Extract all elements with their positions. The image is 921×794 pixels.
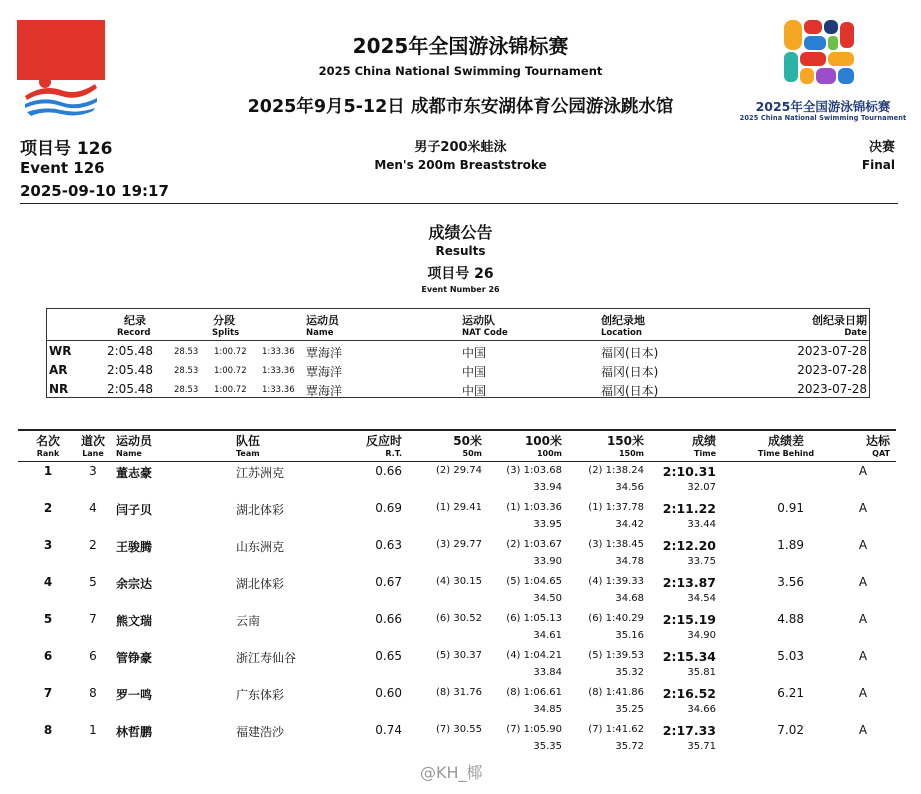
record-team: 中国 xyxy=(462,365,487,379)
lap-100: 34.50 xyxy=(533,593,562,604)
split-50: (5) 30.37 xyxy=(436,650,482,661)
reaction-time: 0.60 xyxy=(375,686,402,700)
lane: 1 xyxy=(89,723,97,737)
lap-100: 33.90 xyxy=(533,556,562,567)
split-100: (5) 1:04.65 xyxy=(506,576,562,587)
athlete-name: 董志豪 xyxy=(116,466,153,480)
team: 江苏洲克 xyxy=(236,466,285,480)
record-type: NR xyxy=(49,382,69,396)
results-table-top-rule xyxy=(18,429,896,431)
reaction-time: 0.63 xyxy=(375,538,402,552)
record-split-50: 28.53 xyxy=(174,366,199,376)
col-100m-en: 100m xyxy=(536,449,562,458)
rank: 7 xyxy=(43,686,53,700)
lap-150: 34.68 xyxy=(615,593,644,604)
logo-caption-en: 2025 China National Swimming Tournament xyxy=(739,114,907,122)
lap-200: 33.75 xyxy=(687,556,716,567)
rank: 1 xyxy=(43,464,53,478)
rank: 4 xyxy=(43,575,53,589)
record-split-150: 1:33.36 xyxy=(262,366,295,376)
col-behind-cn: 成绩差 xyxy=(767,434,804,448)
tournament-title-cn: 2025年全国游泳锦标赛 xyxy=(352,34,569,58)
date-venue: 2025年9月5-12日 成都市东安湖体育公园游泳跳水馆 xyxy=(247,97,674,117)
split-150: (8) 1:41.86 xyxy=(588,687,644,698)
col-time-en: Time xyxy=(694,449,716,458)
final-time: 2:12.20 xyxy=(662,538,716,553)
split-50: (1) 29.41 xyxy=(436,502,482,513)
split-50: (7) 30.55 xyxy=(436,724,482,735)
col-behind-en: Time Behind xyxy=(757,449,815,458)
record-holder: 覃海洋 xyxy=(306,384,343,398)
lap-200: 35.81 xyxy=(687,667,716,678)
split-50: (6) 30.52 xyxy=(436,613,482,624)
qat: A xyxy=(858,686,868,700)
lane: 3 xyxy=(89,464,97,478)
lap-200: 34.54 xyxy=(687,593,716,604)
rec-header-record-cn: 纪录 xyxy=(124,314,146,327)
rec-header-name-en: Name xyxy=(306,328,334,338)
results-event-number-cn: 项目号 26 xyxy=(427,266,494,282)
lap-100: 34.85 xyxy=(533,704,562,715)
athlete-name: 罗一鸣 xyxy=(116,688,153,702)
lap-150: 34.78 xyxy=(615,556,644,567)
record-location: 福冈(日本) xyxy=(601,365,659,379)
split-50: (2) 29.74 xyxy=(436,465,482,476)
record-time: 2:05.48 xyxy=(107,344,154,358)
split-150: (3) 1:38.45 xyxy=(588,539,644,550)
record-split-50: 28.53 xyxy=(174,385,199,395)
athlete-name: 王骏腾 xyxy=(116,540,153,554)
record-location: 福冈(日本) xyxy=(601,384,659,398)
rec-header-date-en: Date xyxy=(844,328,867,338)
record-split-150: 1:33.36 xyxy=(262,347,295,357)
record-location: 福冈(日本) xyxy=(601,346,659,360)
final-time: 2:10.31 xyxy=(662,464,716,479)
lap-100: 33.94 xyxy=(533,482,562,493)
col-rt-cn: 反应时 xyxy=(365,434,402,448)
lane: 6 xyxy=(89,649,97,663)
reaction-time: 0.66 xyxy=(375,612,402,626)
split-150: (4) 1:39.33 xyxy=(588,576,644,587)
event-number-en: Event 126 xyxy=(20,159,105,177)
event-name-cn: 男子200米蛙泳 xyxy=(414,140,507,155)
split-150: (6) 1:40.29 xyxy=(588,613,644,624)
record-time: 2:05.48 xyxy=(107,363,154,377)
final-time: 2:15.19 xyxy=(662,612,716,627)
record-split-100: 1:00.72 xyxy=(214,385,247,395)
record-date: 2023-07-28 xyxy=(797,363,867,377)
reaction-time: 0.65 xyxy=(375,649,402,663)
team: 浙江寿仙谷 xyxy=(236,651,297,665)
final-time: 2:11.22 xyxy=(662,501,716,516)
col-rank-en: Rank xyxy=(36,449,60,458)
col-name-en: Name xyxy=(116,449,142,458)
split-50: (3) 29.77 xyxy=(436,539,482,550)
event-name-en: Men's 200m Breaststroke xyxy=(374,158,547,172)
lap-150: 35.32 xyxy=(615,667,644,678)
reaction-time: 0.67 xyxy=(375,575,402,589)
col-name-cn: 运动员 xyxy=(116,434,153,448)
rank: 5 xyxy=(43,612,53,626)
split-100: (4) 1:04.21 xyxy=(506,650,562,661)
lap-200: 35.71 xyxy=(687,741,716,752)
results-event-number-en: Event Number 26 xyxy=(421,285,500,294)
lap-150: 34.42 xyxy=(615,519,644,530)
time-behind: 5.03 xyxy=(777,649,804,663)
final-time: 2:17.33 xyxy=(662,723,716,738)
lane: 4 xyxy=(89,501,97,515)
split-50: (4) 30.15 xyxy=(436,576,482,587)
rank: 8 xyxy=(43,723,53,737)
lane: 5 xyxy=(89,575,97,589)
split-100: (3) 1:03.68 xyxy=(506,465,562,476)
rec-header-name-cn: 运动员 xyxy=(306,314,339,327)
lane: 2 xyxy=(89,538,97,552)
qat: A xyxy=(858,612,868,626)
split-150: (2) 1:38.24 xyxy=(588,465,644,476)
split-150: (1) 1:37.78 xyxy=(588,502,644,513)
lane: 7 xyxy=(89,612,97,626)
lap-100: 34.61 xyxy=(533,630,562,641)
record-date: 2023-07-28 xyxy=(797,344,867,358)
qat: A xyxy=(858,649,868,663)
results-title-cn: 成绩公告 xyxy=(428,223,493,242)
lap-200: 34.90 xyxy=(687,630,716,641)
col-qat-cn: 达标 xyxy=(865,434,890,448)
col-150m-en: 150m xyxy=(618,449,644,458)
rec-header-splits-cn: 分段 xyxy=(213,314,235,327)
event-datetime: 2025-09-10 19:17 xyxy=(20,182,169,200)
team: 山东洲克 xyxy=(236,540,285,554)
lap-200: 33.44 xyxy=(687,519,716,530)
time-behind: 3.56 xyxy=(777,575,804,589)
rec-header-team-cn: 运动队 xyxy=(462,314,495,327)
record-split-100: 1:00.72 xyxy=(214,347,247,357)
results-table-header-rule xyxy=(18,461,896,462)
lap-200: 34.66 xyxy=(687,704,716,715)
rank: 2 xyxy=(43,501,53,515)
qat: A xyxy=(858,575,868,589)
record-team: 中国 xyxy=(462,384,487,398)
record-split-150: 1:33.36 xyxy=(262,385,295,395)
col-rt-en: R.T. xyxy=(385,449,402,458)
rank: 3 xyxy=(43,538,53,552)
rec-header-record-en: Record xyxy=(117,328,151,338)
split-100: (7) 1:05.90 xyxy=(506,724,562,735)
team: 湖北体彩 xyxy=(236,577,285,591)
event-phase-cn: 决赛 xyxy=(868,140,895,155)
logo-caption-cn: 2025年全国游泳锦标赛 xyxy=(755,99,891,114)
results-title-en: Results xyxy=(435,244,486,258)
time-behind: 7.02 xyxy=(777,723,804,737)
split-150: (7) 1:41.62 xyxy=(588,724,644,735)
record-date: 2023-07-28 xyxy=(797,382,867,396)
col-100m-cn: 100米 xyxy=(524,434,562,448)
team: 湖北体彩 xyxy=(236,503,285,517)
time-behind: 1.89 xyxy=(777,538,804,552)
rec-header-team-en: NAT Code xyxy=(462,328,508,338)
record-type: AR xyxy=(49,363,68,377)
team: 福建浩沙 xyxy=(236,725,285,739)
col-lane-en: Lane xyxy=(82,449,104,458)
col-rank-cn: 名次 xyxy=(35,434,60,448)
lap-150: 35.72 xyxy=(615,741,644,752)
header-divider xyxy=(20,203,898,204)
records-header-divider xyxy=(46,340,870,341)
split-100: (8) 1:06.61 xyxy=(506,687,562,698)
record-split-50: 28.53 xyxy=(174,347,199,357)
athlete-name: 林哲鹏 xyxy=(116,725,153,739)
reaction-time: 0.66 xyxy=(375,464,402,478)
reaction-time: 0.69 xyxy=(375,501,402,515)
record-holder: 覃海洋 xyxy=(306,346,343,360)
qat: A xyxy=(858,723,868,737)
col-50m-cn: 50米 xyxy=(453,434,482,448)
rec-header-date-cn: 创纪录日期 xyxy=(812,314,867,327)
lap-150: 34.56 xyxy=(615,482,644,493)
time-behind: 0.91 xyxy=(777,501,804,515)
qat: A xyxy=(858,538,868,552)
record-split-100: 1:00.72 xyxy=(214,366,247,376)
rec-header-location-en: Location xyxy=(601,328,642,338)
records-box xyxy=(46,308,870,398)
lap-100: 33.84 xyxy=(533,667,562,678)
split-100: (2) 1:03.67 xyxy=(506,539,562,550)
lap-150: 35.16 xyxy=(615,630,644,641)
lane: 8 xyxy=(89,686,97,700)
time-behind: 4.88 xyxy=(777,612,804,626)
athlete-name: 熊文瑞 xyxy=(116,614,153,628)
tournament-title-en: 2025 China National Swimming Tournament xyxy=(318,64,603,78)
rec-header-location-cn: 创纪录地 xyxy=(601,314,645,327)
split-150: (5) 1:39.53 xyxy=(588,650,644,661)
team: 广东体彩 xyxy=(236,688,285,702)
athlete-name: 管铮豪 xyxy=(116,651,153,665)
qat: A xyxy=(858,501,868,515)
col-qat-en: QAT xyxy=(872,449,890,458)
lap-100: 35.35 xyxy=(533,741,562,752)
col-team-cn: 队伍 xyxy=(236,434,261,448)
record-type: WR xyxy=(49,344,72,358)
athlete-name: 余宗达 xyxy=(116,577,153,591)
time-behind: 6.21 xyxy=(777,686,804,700)
record-team: 中国 xyxy=(462,346,487,360)
col-time-cn: 成绩 xyxy=(691,434,716,448)
rec-header-splits-en: Splits xyxy=(212,328,240,338)
lap-200: 32.07 xyxy=(687,482,716,493)
split-50: (8) 31.76 xyxy=(436,687,482,698)
record-time: 2:05.48 xyxy=(107,382,154,396)
col-team-en: Team xyxy=(236,449,260,458)
event-phase-en: Final xyxy=(861,158,895,172)
split-100: (1) 1:03.36 xyxy=(506,502,562,513)
col-lane-cn: 道次 xyxy=(80,434,105,448)
record-holder: 覃海洋 xyxy=(306,365,343,379)
event-number-cn: 项目号 126 xyxy=(20,139,113,159)
watermark: @KH_椰 xyxy=(420,763,483,782)
split-100: (6) 1:05.13 xyxy=(506,613,562,624)
reaction-time: 0.74 xyxy=(375,723,402,737)
qat: A xyxy=(858,464,868,478)
team: 云南 xyxy=(236,614,261,628)
col-50m-en: 50m xyxy=(462,449,482,458)
lap-100: 33.95 xyxy=(533,519,562,530)
final-time: 2:16.52 xyxy=(662,686,716,701)
final-time: 2:15.34 xyxy=(662,649,716,664)
final-time: 2:13.87 xyxy=(662,575,716,590)
rank: 6 xyxy=(43,649,53,663)
athlete-name: 闫子贝 xyxy=(116,503,153,517)
lap-150: 35.25 xyxy=(615,704,644,715)
col-150m-cn: 150米 xyxy=(606,434,644,448)
